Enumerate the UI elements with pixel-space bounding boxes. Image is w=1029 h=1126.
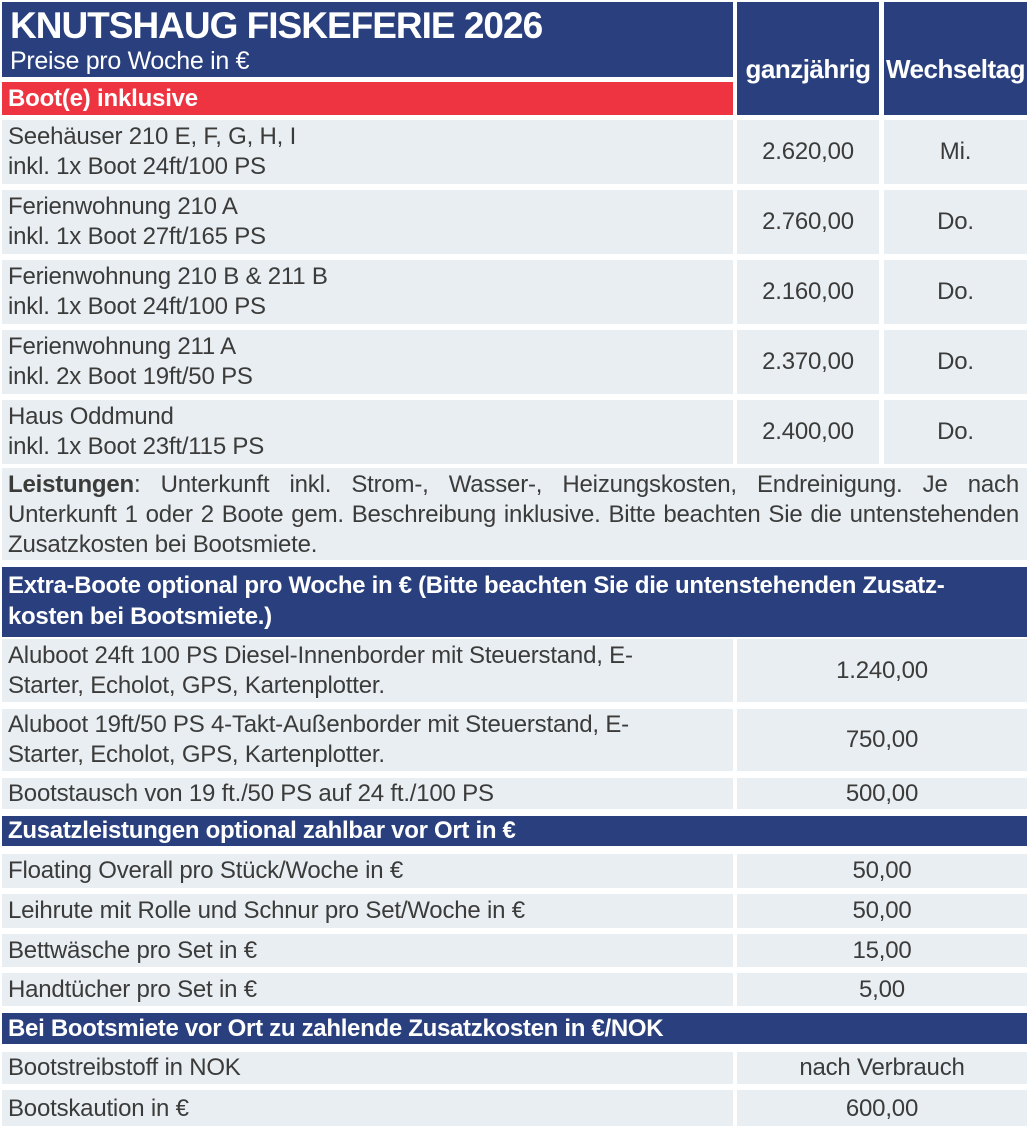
- extra-boat-description: [2, 639, 733, 702]
- price-cell: 15,00: [737, 934, 1027, 967]
- accommodation-description: [2, 400, 733, 464]
- price-cell: 500,00: [737, 778, 1027, 809]
- cost-row: [2, 1052, 1027, 1084]
- extra-boat-description-line1: Aluboot 19ft/50 PS 4-Takt-Außenborder mit Steuerstand, E-: [8, 711, 629, 738]
- boat-included: inkl. 1x Boot 24ft/100 PS: [8, 293, 266, 320]
- cost-row: [2, 1090, 1027, 1126]
- section-header-boat-rental-costs: Bei Bootsmiete vor Ort zu zahlende Zusatzkosten in €/NOK: [2, 1013, 1027, 1044]
- accommodation-description: [2, 330, 733, 394]
- column-header-wechseltag: Wechseltag: [884, 2, 1027, 115]
- changeover-day-cell: Do.: [884, 400, 1027, 464]
- column-header-ganzjaehrig: ganzjährig: [737, 2, 879, 115]
- cost-label: Bootskaution in €: [2, 1090, 733, 1126]
- accommodation-description: [2, 190, 733, 254]
- service-row: [2, 854, 1027, 888]
- accommodation-name: Ferienwohnung 211 A: [8, 333, 236, 360]
- price-cell: 2.760,00: [737, 190, 879, 254]
- price-cell: 50,00: [737, 854, 1027, 888]
- accommodation-name: Ferienwohnung 210 A: [8, 193, 238, 220]
- service-row: [2, 973, 1027, 1006]
- accommodation-row: [2, 120, 1027, 184]
- price-cell: 1.240,00: [737, 639, 1027, 702]
- price-cell: 2.400,00: [737, 400, 879, 464]
- extra-boat-description: [2, 709, 733, 771]
- services-note: [2, 468, 1027, 560]
- extra-boat-description-line1: Aluboot 24ft 100 PS Diesel-Innenborder mit Steuerstand, E-: [8, 641, 633, 669]
- service-label: Leihrute mit Rolle und Schnur pro Set/Woche in €: [2, 894, 733, 928]
- title-block: [2, 2, 733, 77]
- boat-swap-row: [2, 778, 1027, 809]
- section-header-additional-services: Zusatzleistungen optional zahlbar vor Ort in €: [2, 816, 1027, 846]
- price-cell: 750,00: [737, 709, 1027, 771]
- boat-included: inkl. 2x Boot 19ft/50 PS: [8, 363, 253, 390]
- service-row: [2, 894, 1027, 928]
- header-left: [2, 2, 733, 115]
- price-cell: 2.160,00: [737, 260, 879, 324]
- cost-label: Bootstreibstoff in NOK: [2, 1052, 733, 1084]
- changeover-day-cell: Mi.: [884, 120, 1027, 184]
- price-cell: nach Verbrauch: [737, 1052, 1027, 1084]
- accommodation-row: [2, 190, 1027, 254]
- page-subtitle: Preise pro Woche in €: [10, 47, 250, 75]
- accommodation-description: [2, 120, 733, 184]
- extra-boat-row: [2, 709, 1027, 771]
- accommodation-row: [2, 260, 1027, 324]
- section-header-extra-boats: [2, 567, 1027, 637]
- section-header-extra-boats-line2: kosten bei Bootsmiete.): [8, 603, 272, 630]
- service-row: [2, 934, 1027, 967]
- accommodation-row: [2, 330, 1027, 394]
- accommodation-name: Haus Oddmund: [8, 403, 174, 430]
- changeover-day-cell: Do.: [884, 330, 1027, 394]
- service-label: Floating Overall pro Stück/Woche in €: [2, 854, 733, 888]
- service-label: Handtücher pro Set in €: [2, 973, 733, 1006]
- service-label: Bettwäsche pro Set in €: [2, 934, 733, 967]
- boat-swap-label: Bootstausch von 19 ft./50 PS auf 24 ft./100 PS: [2, 778, 733, 809]
- page-title: KNUTSHAUG FISKEFERIE 2026: [10, 5, 543, 46]
- boat-included: inkl. 1x Boot 23ft/115 PS: [8, 433, 265, 460]
- price-cell: 50,00: [737, 894, 1027, 928]
- accommodation-name: Ferienwohnung 210 B & 211 B: [8, 263, 328, 290]
- services-note-label: Leistungen: [8, 471, 135, 498]
- section-header-boats-included: Boot(e) inklusive: [2, 82, 733, 115]
- extra-boat-row: [2, 639, 1027, 702]
- boat-included: inkl. 1x Boot 27ft/165 PS: [8, 223, 266, 250]
- extra-boat-description-line2: Starter, Echolot, GPS, Kartenplotter.: [8, 671, 385, 699]
- boat-included: inkl. 1x Boot 24ft/100 PS: [8, 153, 266, 180]
- changeover-day-cell: Do.: [884, 260, 1027, 324]
- price-cell: 2.370,00: [737, 330, 879, 394]
- changeover-day-cell: Do.: [884, 190, 1027, 254]
- section-header-extra-boats-line1: Extra-Boote optional pro Woche in € (Bitte beachten Sie die untenstehenden Zusatz-: [8, 572, 945, 599]
- price-cell: 2.620,00: [737, 120, 879, 184]
- accommodation-row: [2, 400, 1027, 464]
- accommodation-name: Seehäuser 210 E, F, G, H, I: [8, 123, 297, 150]
- services-note-text: : Unterkunft inkl. Strom-, Wasser-, Heizungskosten, Endreinigung. Je nach Unterkunft 1 oder 2 Boote gem. Beschreibung inklusive. Bitte beachten Sie die untenstehenden Zusatzkosten bei Bootsmiete.: [8, 471, 1019, 558]
- document-header: [2, 2, 1027, 115]
- price-cell: 600,00: [737, 1090, 1027, 1126]
- accommodation-description: [2, 260, 733, 324]
- price-cell: 5,00: [737, 973, 1027, 1006]
- extra-boat-description-line2: Starter, Echolot, GPS, Kartenplotter.: [8, 741, 385, 768]
